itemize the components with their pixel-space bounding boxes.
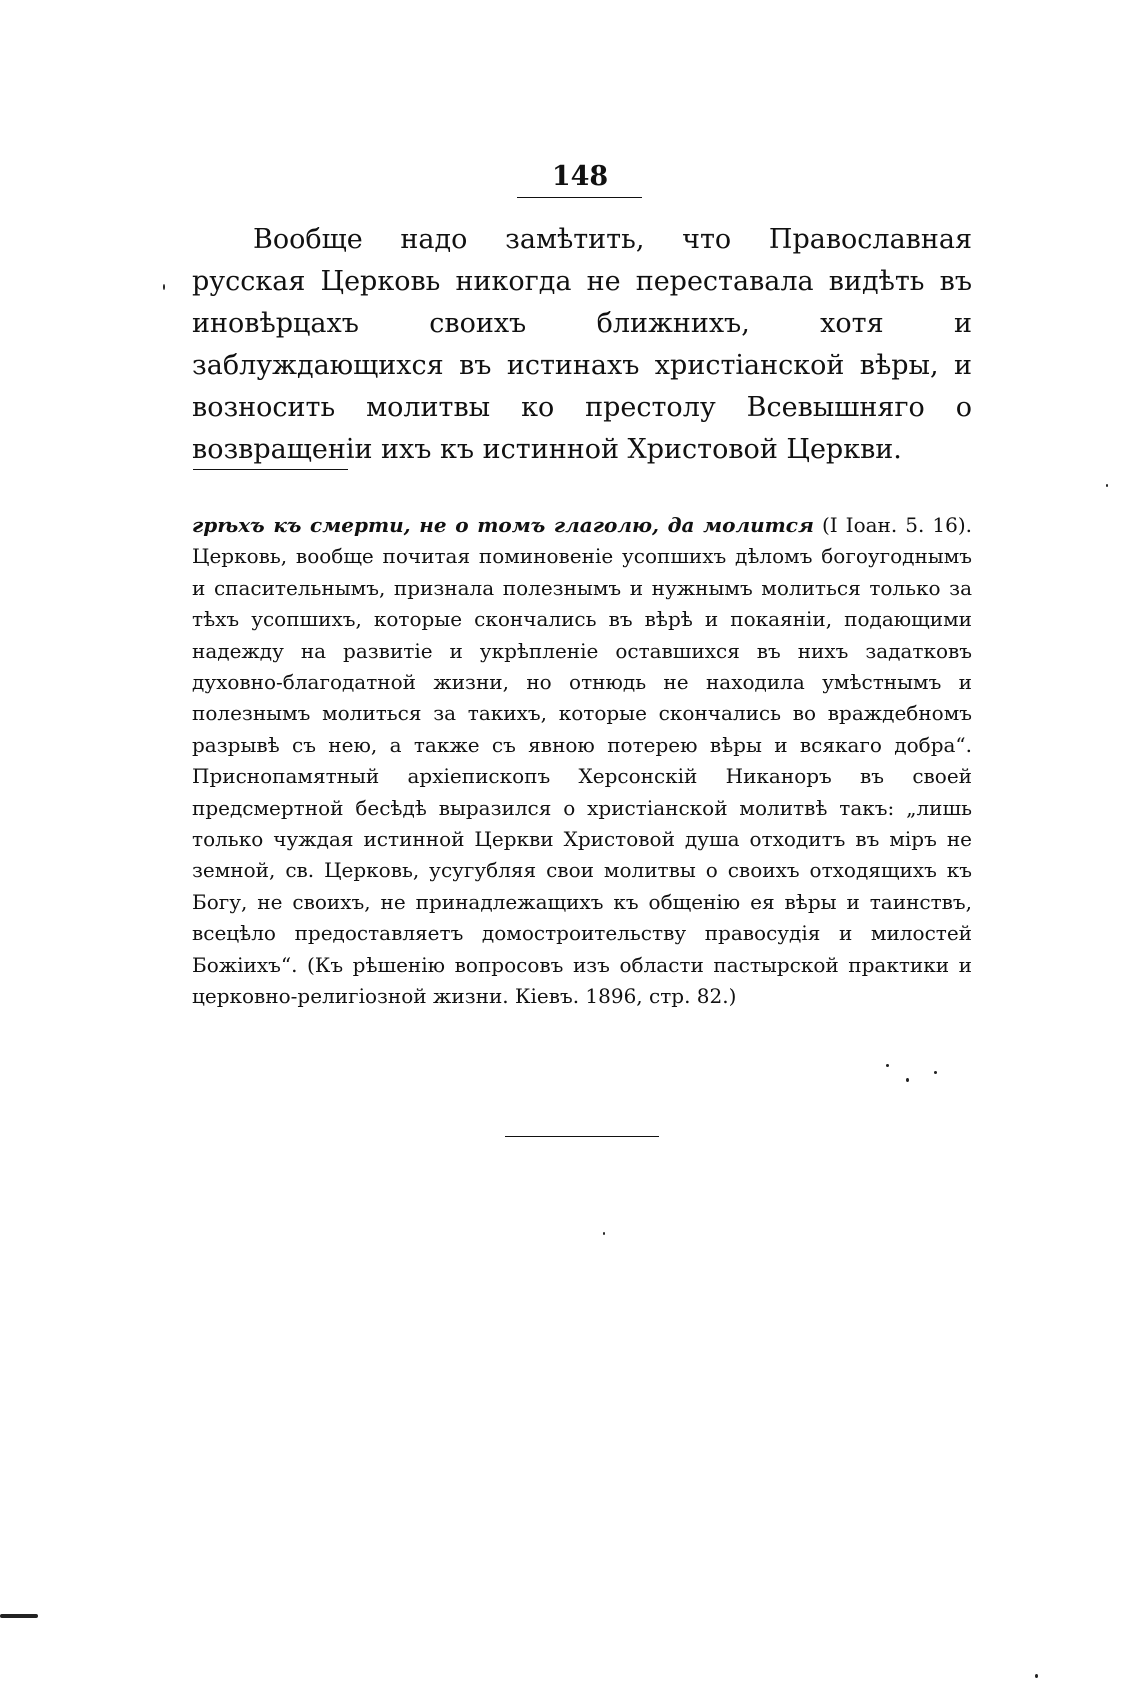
scan-speck xyxy=(906,1078,909,1082)
scan-speck xyxy=(603,1232,605,1235)
scan-speck xyxy=(886,1064,889,1067)
main-paragraph: Вообще надо замѣтить, что Православная русская Церковь никогда не переставала видѣть въ иновѣрцахъ своихъ ближнихъ, хотя и заблуждающихся въ истинахъ христіанской вѣры, и возносить молитвы ко престолу Всевышняго о возвращеніи ихъ къ истинной Христовой Церкви. xyxy=(192,224,972,465)
footnote-italic-quote: грѣхъ къ смерти, не о томъ глаголю, да молится xyxy=(192,513,814,537)
end-rule xyxy=(505,1136,659,1137)
scan-speck xyxy=(934,1071,937,1074)
scan-speck xyxy=(1106,484,1108,487)
page-number-underline xyxy=(517,197,642,198)
page-number: 148 xyxy=(551,161,609,192)
scan-speck xyxy=(0,1614,38,1618)
footnote-body: (І Іоан. 5. 16). Церковь, вообще почитая поминовеніе усопшихъ дѣломъ богоугоднымъ и спасительнымъ, признала полезнымъ и нужнымъ молиться только за тѣхъ усопшихъ, которые скончались въ вѣрѣ и покаяніи, подающими надежду на развитіе и укрѣпленіе оставшихся въ нихъ задатковъ духовно-благодатной жизни, но отнюдь не находила умѣстнымъ и полезнымъ молиться за такихъ, которые скончались во враждебномъ разрывѣ съ нею, а также съ явною потерею вѣры и всякаго добра“. Приснопамятный архіепископъ Херсонскій Никаноръ въ своей предсмертной бесѣдѣ выразился о христіанской молитвѣ такъ: „лишь только чуждая истинной Церкви Христовой душа отходитъ въ міръ не земной, св. Церковь, усугубляя свои молитвы о своихъ отходящихъ къ Богу, не своихъ, не принадлежащихъ къ общенію ея вѣры и таинствъ, всецѣло предоставляетъ домостроительству правосудія и милостей Божіихъ“. (Къ рѣшенію вопросовъ изъ области пастырской практики и церковно-религіозной жизни. Кіевъ. 1896, стр. 82.) xyxy=(192,513,972,1009)
footnote-separator xyxy=(193,469,348,470)
scan-speck xyxy=(163,284,165,290)
scan-speck xyxy=(1035,1674,1038,1678)
footnote-paragraph xyxy=(192,510,972,1013)
